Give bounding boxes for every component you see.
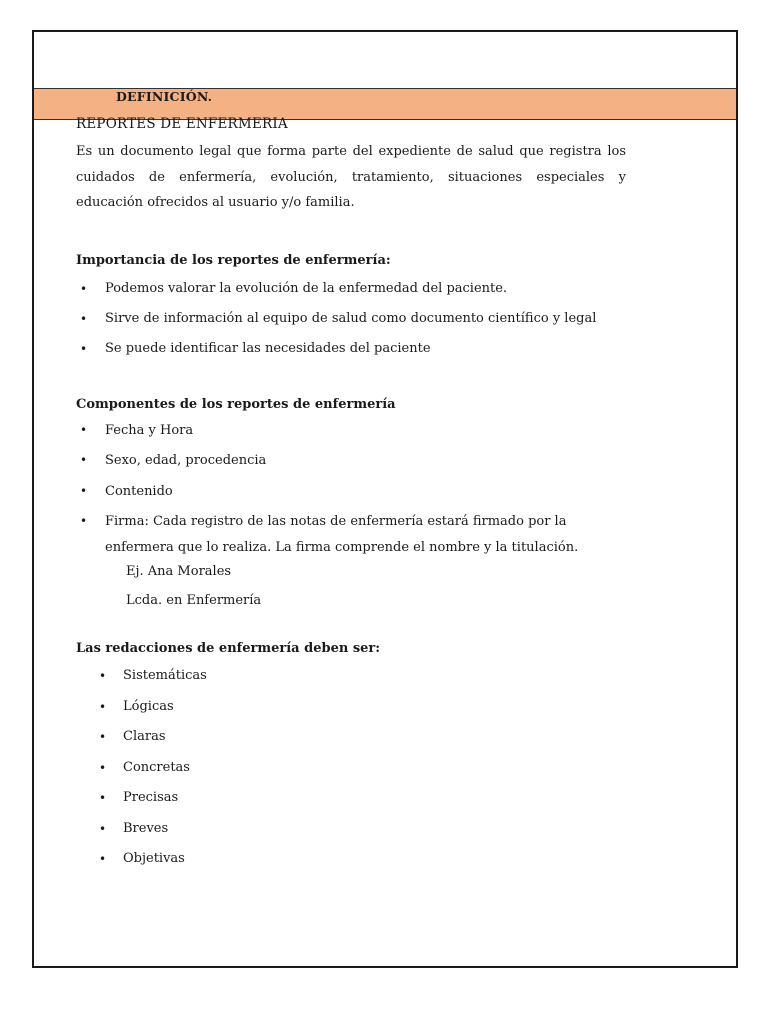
list-item: • Breves	[76, 819, 626, 839]
writing-list	[76, 666, 626, 869]
signature-example	[76, 562, 626, 611]
components-list	[76, 418, 626, 561]
list-item: • Sistemáticas	[76, 666, 626, 686]
list-item: • Se puede identificar las necesidades del paciente	[76, 339, 626, 359]
section-title: DEFINICIÓN.	[116, 89, 213, 104]
example-title: Lcda. en Enfermería	[126, 593, 262, 608]
list-item: • Contenido	[76, 479, 626, 505]
list-item: • Sexo, edad, procedencia	[76, 448, 626, 474]
list-item: • Concretas	[76, 758, 626, 778]
list-item: • Fecha y Hora	[76, 418, 626, 444]
components-heading: Componentes de los reportes de enfermería	[76, 396, 396, 412]
list-item: • Podemos valorar la evolución de la enfermedad del paciente.	[76, 279, 626, 299]
list-item: • Claras	[76, 727, 626, 747]
list-item: • Sirve de información al equipo de salud como documento científico y legal	[76, 309, 626, 329]
definition-paragraph: Es un documento legal que forma parte del expediente de salud que registra los cuidados de enfermería, evolución, tratamiento, situaciones especiales y educación ofrecidos al usuario y/o familia.	[76, 144, 626, 210]
importance-heading: Importancia de los reportes de enfermería:	[76, 252, 391, 268]
list-item: • Lógicas	[76, 697, 626, 717]
list-item: • Firma: Cada registro de las notas de enfermería estará firmado por la enfermera que lo realiza. La firma comprende el nombre y la titulación.	[76, 509, 626, 560]
example-name: Ej. Ana Morales	[126, 564, 232, 579]
list-item: • Precisas	[76, 788, 626, 808]
writing-heading: Las redacciones de enfermería deben ser:	[76, 641, 381, 656]
list-item: • Objetivas	[76, 849, 626, 869]
document-body	[76, 116, 626, 880]
document-title: REPORTES DE ENFERMERIA	[76, 116, 288, 132]
importance-list	[76, 279, 626, 359]
